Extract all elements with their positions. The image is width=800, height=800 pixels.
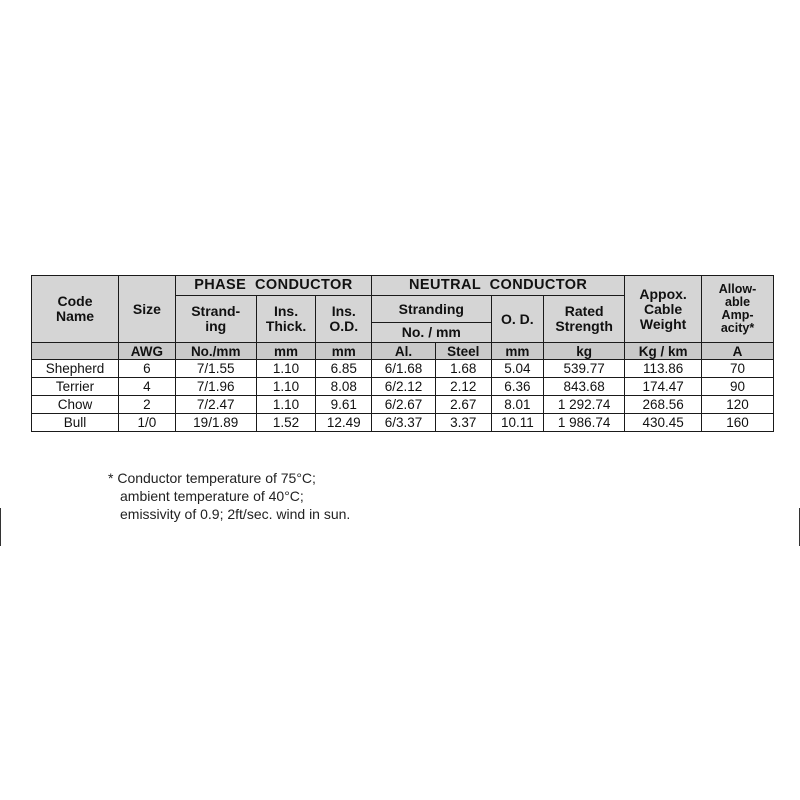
footnote — [108, 469, 350, 523]
table-cell: 2 — [119, 396, 176, 414]
table-cell: 6/1.68 — [372, 360, 436, 378]
header-ins-od-label: Ins. O.D. — [329, 303, 359, 334]
header-no-mm-label: No. / mm — [401, 324, 461, 340]
table-cell: 1.52 — [256, 414, 316, 432]
table-cell: 4 — [119, 378, 176, 396]
table-row — [32, 360, 774, 378]
header-approx-cable-weight — [625, 276, 702, 343]
table-cell: 10.11 — [491, 414, 544, 432]
header-stranding-label: Strand- ing — [191, 303, 241, 334]
header-phase-conductor-label: PHASE CONDUCTOR — [194, 277, 353, 293]
conductor-spec-table-container — [31, 275, 774, 432]
table-cell: 539.77 — [544, 360, 625, 378]
unit-cell: AWG — [119, 343, 176, 360]
table-cell: 160 — [702, 414, 774, 432]
table-cell: 120 — [702, 396, 774, 414]
header-allowable-ampacity-label: Allow- able Amp- acity* — [718, 282, 757, 335]
table-cell: 843.68 — [544, 378, 625, 396]
header-no-mm — [372, 323, 491, 343]
unit-cell: Steel — [435, 343, 491, 360]
conductor-spec-table — [31, 275, 774, 432]
header-code-name — [32, 276, 119, 343]
unit-cell: Kg / km — [625, 343, 702, 360]
table-cell: 6.85 — [316, 360, 372, 378]
table-cell: 1 292.74 — [544, 396, 625, 414]
table-cell: 19/1.89 — [175, 414, 256, 432]
header-rated-strength-label: Rated Strength — [555, 303, 613, 334]
table-cell: 1 986.74 — [544, 414, 625, 432]
header-allowable-ampacity — [702, 276, 774, 343]
table-cell: 6.36 — [491, 378, 544, 396]
header-neutral-od — [491, 296, 544, 343]
unit-cell: No./mm — [175, 343, 256, 360]
table-cell: Chow — [32, 396, 119, 414]
header-ins-thick-label: Ins. Thick. — [265, 303, 307, 334]
footnote-line: * Conductor temperature of 75°C; — [108, 470, 316, 486]
table-cell: 1.68 — [435, 360, 491, 378]
table-cell: 7/2.47 — [175, 396, 256, 414]
table-cell: 2.12 — [435, 378, 491, 396]
table-cell: 6 — [119, 360, 176, 378]
unit-cell: mm — [256, 343, 316, 360]
table-row — [32, 378, 774, 396]
table-cell: 8.08 — [316, 378, 372, 396]
unit-cell: mm — [316, 343, 372, 360]
unit-cell — [32, 343, 119, 360]
header-neutral-od-label: O. D. — [501, 310, 534, 327]
header-rated-strength — [544, 296, 625, 343]
unit-cell: A — [702, 343, 774, 360]
table-cell: 1/0 — [119, 414, 176, 432]
header-neutral-conductor — [372, 276, 625, 296]
table-cell: 430.45 — [625, 414, 702, 432]
table-cell: 90 — [702, 378, 774, 396]
table-cell: 7/1.55 — [175, 360, 256, 378]
table-cell: 12.49 — [316, 414, 372, 432]
table-cell: 2.67 — [435, 396, 491, 414]
table-cell: Terrier — [32, 378, 119, 396]
table-cell: 8.01 — [491, 396, 544, 414]
table-cell: 1.10 — [256, 396, 316, 414]
table-cell: 70 — [702, 360, 774, 378]
table-cell: Shepherd — [32, 360, 119, 378]
unit-cell: mm — [491, 343, 544, 360]
table-cell: 3.37 — [435, 414, 491, 432]
table-cell: 1.10 — [256, 378, 316, 396]
table-cell: 6/3.37 — [372, 414, 436, 432]
header-approx-cable-weight-label: Appox. Cable Weight — [639, 285, 687, 332]
table-row — [32, 396, 774, 414]
left-page-edge — [0, 508, 1, 546]
header-code-name-label: Code Name — [55, 293, 95, 324]
header-neutral-stranding-label: Stranding — [398, 300, 464, 317]
units-row — [32, 343, 774, 360]
header-size — [119, 276, 176, 343]
table-cell: 7/1.96 — [175, 378, 256, 396]
table-cell: 268.56 — [625, 396, 702, 414]
unit-cell: kg — [544, 343, 625, 360]
header-neutral-conductor-label: NEUTRAL CONDUCTOR — [409, 277, 588, 293]
header-stranding — [175, 296, 256, 343]
table-cell: 5.04 — [491, 360, 544, 378]
header-ins-od — [316, 296, 372, 343]
table-cell: Bull — [32, 414, 119, 432]
header-phase-conductor — [175, 276, 371, 296]
footnote-line: emissivity of 0.9; 2ft/sec. wind in sun. — [120, 506, 351, 522]
header-ins-thick — [256, 296, 316, 343]
table-cell: 6/2.12 — [372, 378, 436, 396]
table-cell: 9.61 — [316, 396, 372, 414]
table-row — [32, 414, 774, 432]
unit-cell: Al. — [372, 343, 436, 360]
table-cell: 6/2.67 — [372, 396, 436, 414]
header-size-label: Size — [132, 300, 161, 317]
header-neutral-stranding — [372, 296, 491, 323]
footnote-line: ambient temperature of 40°C; — [120, 488, 304, 504]
table-cell: 113.86 — [625, 360, 702, 378]
table-cell: 174.47 — [625, 378, 702, 396]
table-cell: 1.10 — [256, 360, 316, 378]
